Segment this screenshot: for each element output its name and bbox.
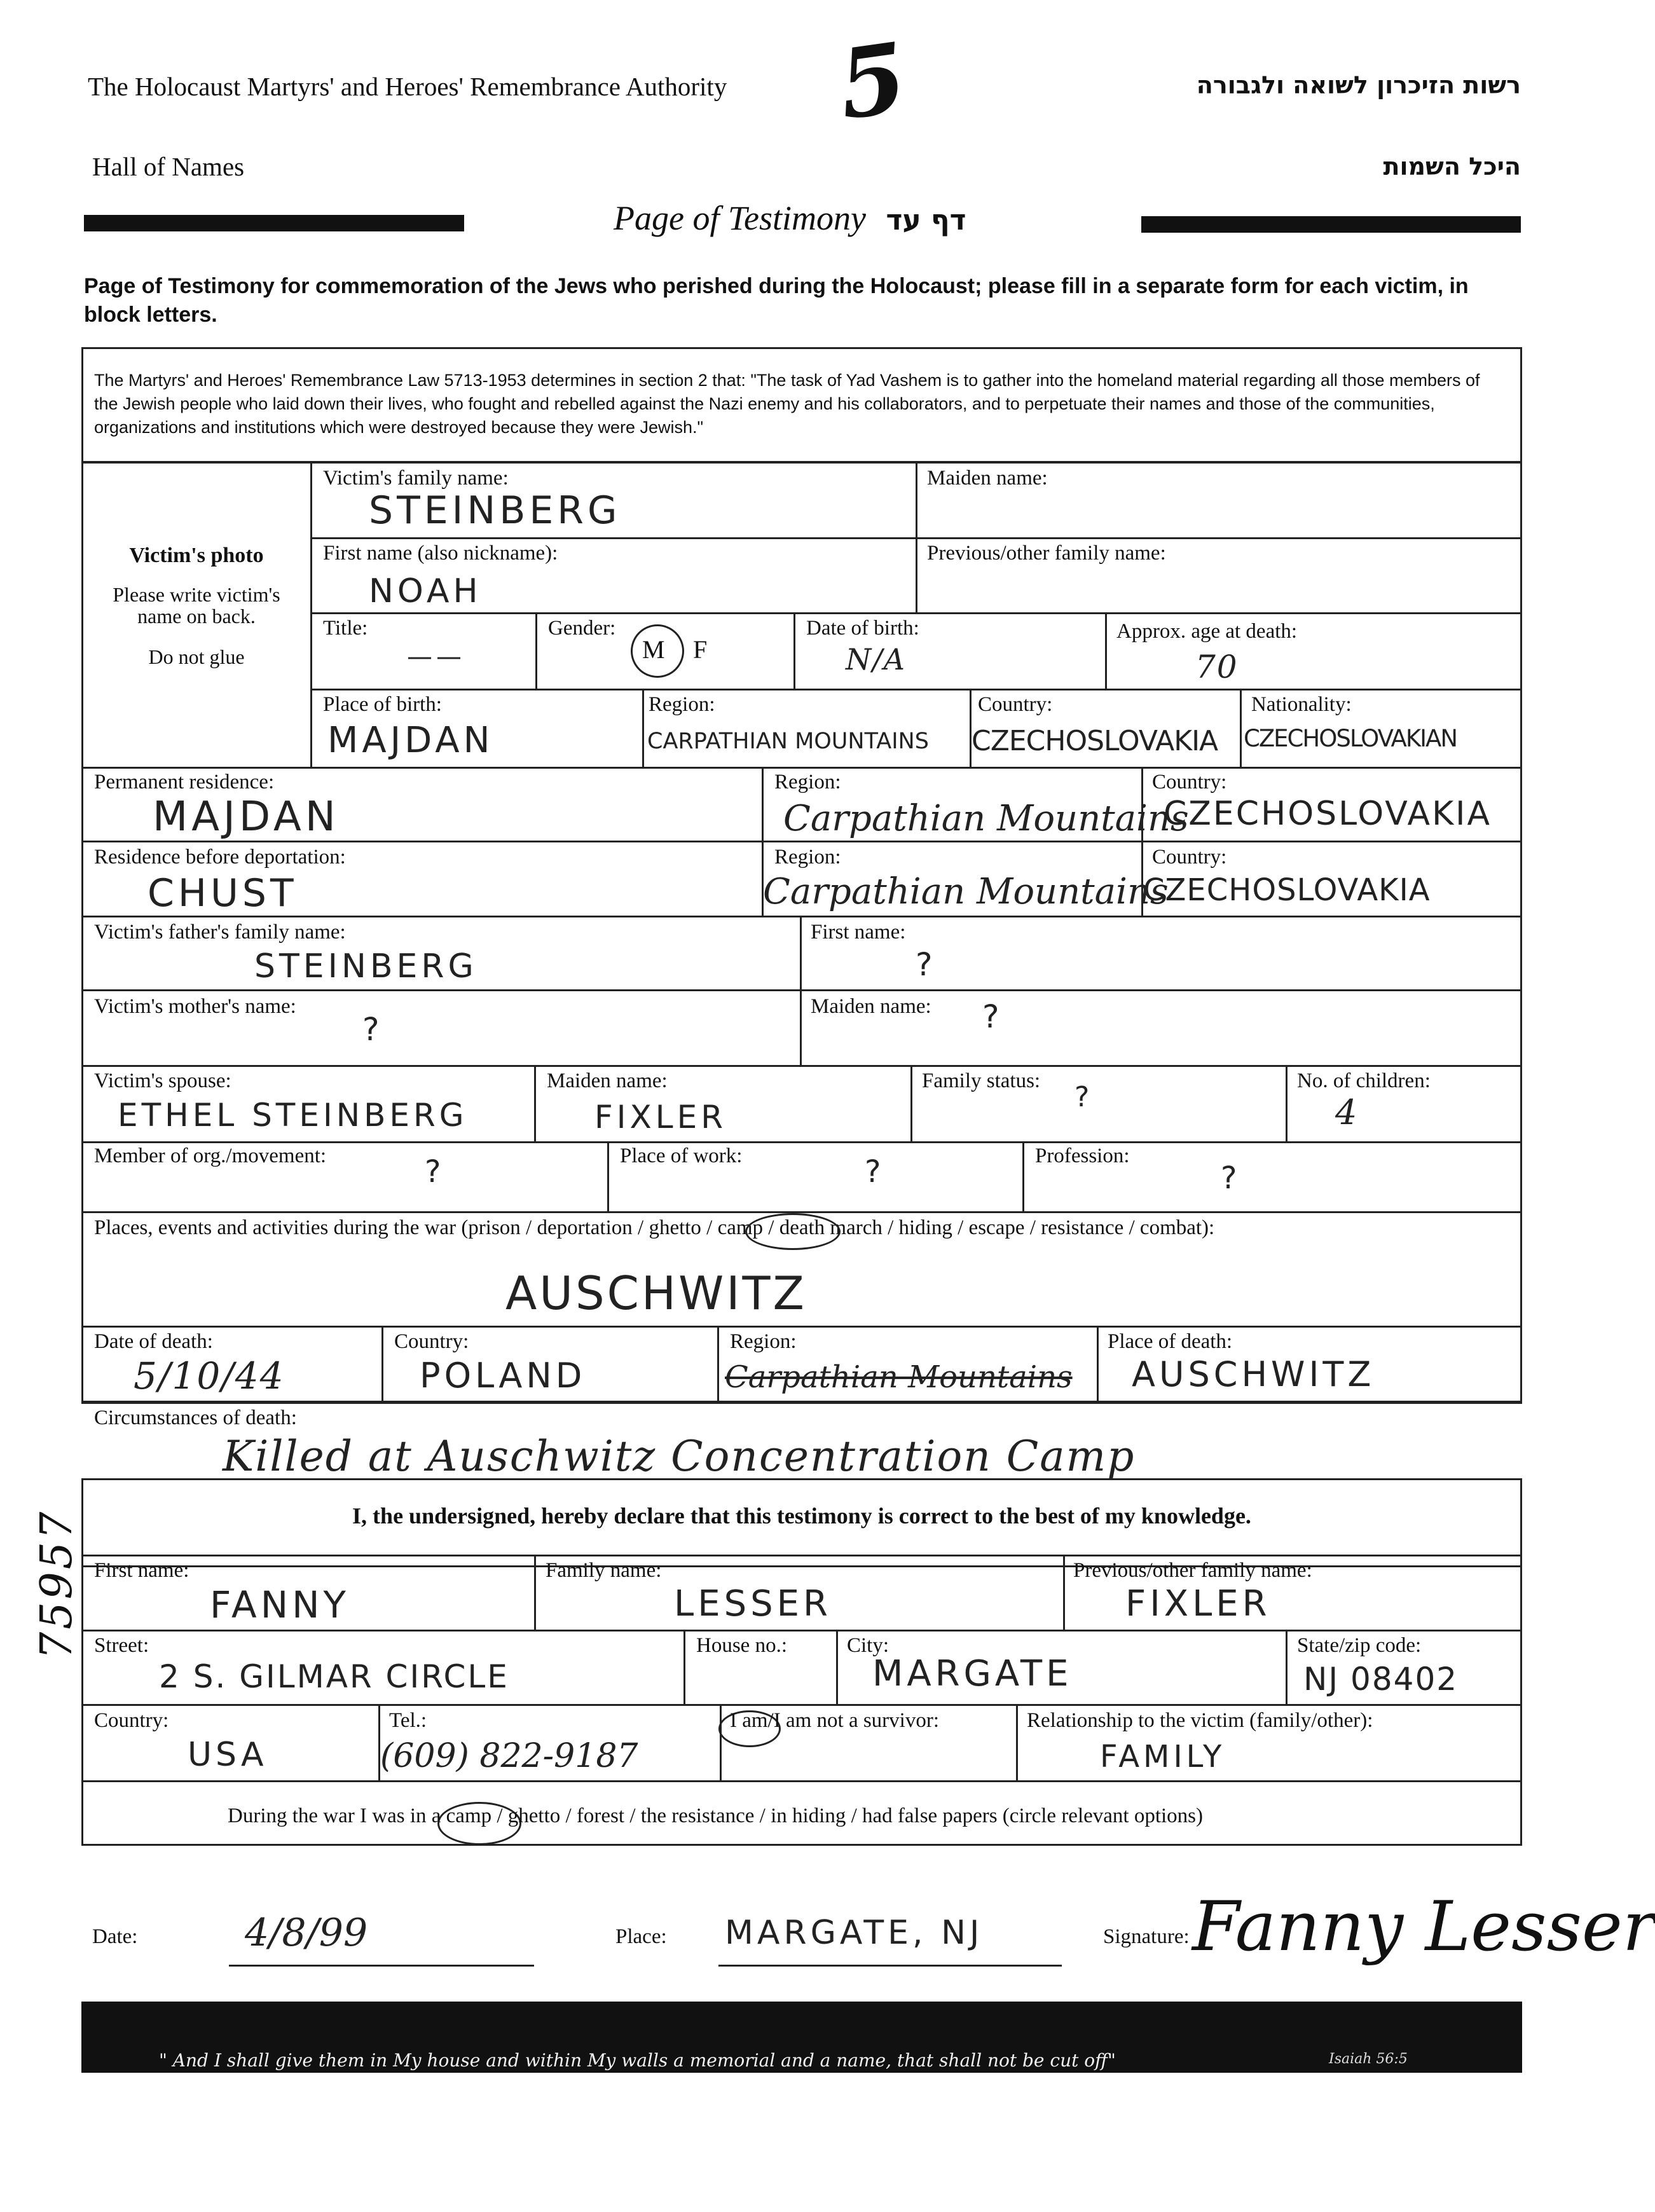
label-place-of-work: Place of work: <box>620 1144 743 1167</box>
declaration-text: I, the undersigned, hereby declare that this testimony is correct to the best of my knowledge. <box>352 1503 1251 1528</box>
spouse-maiden-name[interactable]: FIXLER <box>594 1099 727 1136</box>
law-text: The Martyrs' and Heroes' Remembrance Law 5713-1953 determines in section 2 that: "The task of Yad Vashem is to gather into the homeland material regarding all those members of the Jewish people who laid down their lives, who fought and rebelled against the Nazi enemy and his collaborators, and to perpetuate their names and those of the communities, organizations and institutions which were destroyed because they were Jewish." <box>94 371 1480 437</box>
form-place[interactable]: MARGATE, NJ <box>725 1914 984 1952</box>
war-activities[interactable]: AUSCHWITZ <box>505 1267 807 1320</box>
father-first-name[interactable]: ? <box>916 946 937 983</box>
label-city: City: <box>847 1634 889 1657</box>
submitter-previous-name[interactable]: FIXLER <box>1125 1583 1271 1625</box>
label-survivor-status[interactable]: I am/I am not a survivor: <box>730 1709 940 1732</box>
label-permanent-region: Region: <box>774 771 841 793</box>
label-death-region: Region: <box>730 1330 797 1353</box>
label-telephone: Tel.: <box>389 1709 427 1732</box>
label-victim-previous-name: Previous/other family name: <box>927 542 1166 565</box>
label-place-of-birth: Place of birth: <box>323 693 442 716</box>
victim-family-name[interactable]: STEINBERG <box>369 488 621 533</box>
label-war-activities: Places, events and activities during the war (prison / deportation / ghetto / camp / death march / hiding / escape / resistance / combat): <box>94 1216 1215 1239</box>
label-permanent-residence: Permanent residence: <box>94 771 275 793</box>
label-nationality: Nationality: <box>1251 693 1352 716</box>
father-family-name[interactable]: STEINBERG <box>254 947 477 986</box>
telephone[interactable]: (609) 822-9187 <box>380 1737 638 1775</box>
victim-title[interactable]: —— <box>407 642 465 671</box>
label-victim-maiden-name: Maiden name: <box>927 467 1048 490</box>
place-of-death[interactable]: AUSCHWITZ <box>1132 1354 1375 1394</box>
mother-name[interactable]: ? <box>362 1011 383 1048</box>
label-relationship: Relationship to the victim (family/other): <box>1027 1709 1373 1732</box>
label-date: Date: <box>92 1925 138 1948</box>
header-bar-right <box>1141 216 1521 233</box>
label-victim-family-name: Victim's family name: <box>323 467 509 490</box>
label-signature: Signature: <box>1103 1925 1190 1948</box>
label-state-zip: State/zip code: <box>1297 1634 1422 1657</box>
label-circumstances-of-death: Circumstances of death: <box>94 1406 297 1429</box>
label-spouse: Victim's spouse: <box>94 1069 231 1092</box>
org-movement[interactable]: ? <box>425 1154 445 1190</box>
label-age-at-death: Approx. age at death: <box>1116 620 1298 643</box>
mother-maiden-name[interactable]: ? <box>982 998 1003 1035</box>
photo-title: Victim's photo <box>129 544 264 567</box>
gender-f[interactable]: F <box>693 635 708 664</box>
org-name-en: The Holocaust Martyrs' and Heroes' Remembrance Authority <box>88 72 727 101</box>
hall-of-names-en: Hall of Names <box>92 152 245 181</box>
circumstances-of-death[interactable]: Killed at Auschwitz Concentration Camp <box>223 1432 1136 1481</box>
label-org-movement: Member of org./movement: <box>94 1144 327 1167</box>
permanent-region[interactable]: Carpathian Mountains <box>783 798 1189 839</box>
label-mother-name: Victim's mother's name: <box>94 995 296 1018</box>
quote-reference: Isaiah 56:5 <box>1329 2051 1408 2067</box>
number-of-children[interactable]: 4 <box>1335 1092 1359 1132</box>
spouse-name[interactable]: ETHEL STEINBERG <box>118 1097 468 1134</box>
label-victim-first-name: First name (also nickname): <box>323 542 558 565</box>
label-family-status: Family status: <box>922 1069 1041 1092</box>
residence-before-deportation[interactable]: CHUST <box>148 871 298 916</box>
during-war-options[interactable]: During the war I was in a camp / ghetto / forest / the resistance / in hiding / had false papers (circle relevant options) <box>228 1804 1204 1827</box>
label-mother-maiden-name: Maiden name: <box>811 995 931 1018</box>
form-title-en: Page of Testimony <box>614 199 866 237</box>
hall-of-names-he: היכל השמות <box>1383 153 1521 181</box>
label-submitter-previous-name: Previous/other family name: <box>1073 1559 1312 1582</box>
form-title-he: דף עד <box>886 204 966 237</box>
label-permanent-country: Country: <box>1152 771 1227 793</box>
death-region-struck[interactable]: Carpathian Mountains <box>725 1359 1073 1395</box>
label-gender: Gender: <box>548 617 616 640</box>
label-place: Place: <box>615 1925 667 1948</box>
label-number-of-children: No. of children: <box>1297 1069 1431 1092</box>
photo-no-glue: Do not glue <box>148 645 245 668</box>
relationship[interactable]: FAMILY <box>1100 1739 1226 1775</box>
profession[interactable]: ? <box>1221 1160 1241 1196</box>
label-residence-before-deportation: Residence before deportation: <box>94 846 346 869</box>
state-zip[interactable]: NJ 08402 <box>1303 1661 1459 1698</box>
intro-text: Page of Testimony for commemoration of the Jews who perished during the Holocaust; please fill in a separate form for each victim, in block letters. <box>84 274 1469 327</box>
label-date-of-death: Date of death: <box>94 1330 213 1353</box>
victim-nationality[interactable]: CZECHOSLOVAKIAN <box>1244 725 1457 752</box>
victim-date-of-birth[interactable]: N/A <box>846 642 906 677</box>
camp-circle-mark <box>745 1213 841 1250</box>
quote-text: " And I shall give them in My house and within My walls a memorial and a name, that shall not be cut off" <box>159 2050 1116 2071</box>
label-father-family-name: Victim's father's family name: <box>94 921 346 944</box>
date-of-death[interactable]: 5/10/44 <box>134 1354 285 1398</box>
label-spouse-maiden-name: Maiden name: <box>547 1069 668 1092</box>
label-place-of-death: Place of death: <box>1108 1330 1233 1353</box>
permanent-residence[interactable]: MAJDAN <box>153 793 340 841</box>
label-birth-country: Country: <box>978 693 1053 716</box>
deportation-country[interactable]: CZECHOSLOVAKIA <box>1143 872 1431 908</box>
deportation-region[interactable]: Carpathian Mountains <box>763 871 1169 912</box>
victim-place-of-birth[interactable]: MAJDAN <box>327 720 494 761</box>
signature[interactable]: Fanny Lesser <box>1192 1887 1655 1967</box>
photo-instruction: Please write victim's name on back. <box>113 583 280 628</box>
org-name-he: רשות הזיכרון לשואה ולגבורה <box>1196 71 1521 99</box>
side-number: 75957 <box>32 1509 82 1659</box>
label-submitter-country: Country: <box>94 1709 169 1732</box>
victim-birth-country[interactable]: CZECHOSLOVAKIA <box>972 725 1218 757</box>
gender-m[interactable]: M <box>642 635 665 664</box>
submitter-family-name[interactable]: LESSER <box>674 1583 832 1625</box>
label-father-first-name: First name: <box>811 921 906 944</box>
city[interactable]: MARGATE <box>872 1653 1073 1694</box>
label-profession: Profession: <box>1035 1144 1130 1167</box>
death-country[interactable]: POLAND <box>420 1356 586 1396</box>
form-title <box>614 198 966 238</box>
label-deportation-region: Region: <box>774 846 841 869</box>
label-birth-region: Region: <box>649 693 715 716</box>
family-status[interactable]: ? <box>1075 1081 1094 1113</box>
label-submitter-first-name: First name: <box>94 1559 189 1582</box>
label-death-country: Country: <box>394 1330 469 1353</box>
label-street: Street: <box>94 1634 149 1657</box>
victim-first-name[interactable]: NOAH <box>369 572 482 610</box>
label-title: Title: <box>323 617 368 640</box>
permanent-country[interactable]: CZECHOSLOVAKIA <box>1164 795 1492 833</box>
label-house-number: House no.: <box>696 1634 787 1657</box>
victim-age-at-death[interactable]: 70 <box>1195 649 1239 685</box>
street[interactable]: 2 S. GILMAR CIRCLE <box>159 1658 509 1695</box>
label-submitter-family-name: Family name: <box>546 1559 662 1582</box>
victim-birth-region[interactable]: CARPATHIAN MOUNTAINS <box>647 729 929 754</box>
submitter-country[interactable]: USA <box>188 1736 268 1774</box>
place-of-work[interactable]: ? <box>865 1154 885 1190</box>
header-bar-left <box>84 215 464 231</box>
submitter-first-name[interactable]: FANNY <box>210 1583 350 1626</box>
label-date-of-birth: Date of birth: <box>806 617 919 640</box>
form-date[interactable]: 4/8/99 <box>245 1911 368 1955</box>
handwritten-mark: 5 <box>832 21 915 142</box>
label-deportation-country: Country: <box>1152 846 1227 869</box>
